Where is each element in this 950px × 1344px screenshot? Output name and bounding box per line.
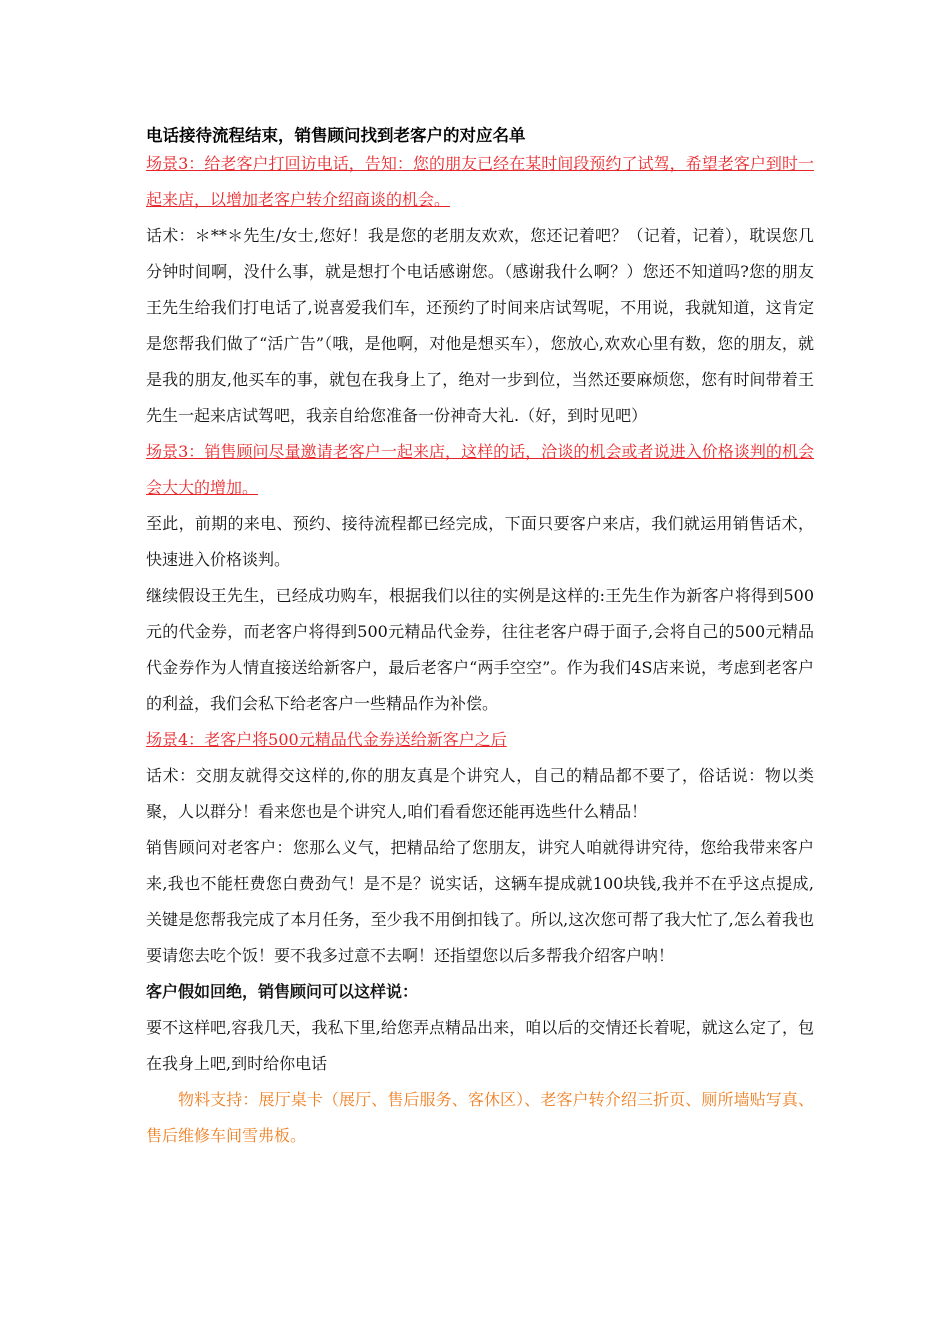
body-2-paragraph: 继续假设王先生，已经成功购车，根据我们以往的实例是这样的:王先生作为新客户将得到500元的代金券，而老客户将得到500元精品代金券，往往老客户碍于面子,会将自己的500元精品代金券作为人情直接送给新客户，最后老客户“两手空空”。作为我们4S店来说，考虑到老客户的利益，我们会私下给老客户一些精品作为补偿。: [146, 586, 814, 713]
script-4-paragraph: 要不这样吧,容我几天，我私下里,给您弄点精品出来，咱以后的交情还长着呢，就这么定了，包在我身上吧,到时给你电话: [146, 1018, 814, 1073]
document-body: [146, 122, 814, 1154]
body-1-paragraph: 至此，前期的来电、预约、接待流程都已经完成，下面只要客户来店，我们就运用销售话术，快速进入价格谈判。: [146, 514, 814, 569]
scene-3a-paragraph: 场景3：给老客户打回访电话，告知：您的朋友已经在某时间段预约了试驾，希望老客户到时一起来店，以增加老客户转介绍商谈的机会。: [146, 154, 814, 209]
script-2-paragraph: 话术：交朋友就得交这样的,你的朋友真是个讲究人，自己的精品都不要了，俗话说：物以类聚，人以群分！看来您也是个讲究人,咱们看看您还能再选些什么精品！: [146, 766, 814, 821]
materials-paragraph: 物料支持：展厅桌卡（展厅、售后服务、客休区）、老客户转介绍三折页、厕所墙贴写真、售后维修车间雪弗板。: [146, 1090, 814, 1145]
scene-4-paragraph: 场景4：老客户将500元精品代金券送给新客户之后: [146, 730, 507, 749]
script-1-paragraph: 话术：＊**＊先生/女士,您好！我是您的老朋友欢欢，您还记着吧？（记着，记着），耽误您几分钟时间啊，没什么事，就是想打个电话感谢您。（感谢我什么啊？）您还不知道吗?您的朋友王先生给我们打电话了,说喜爱我们车，还预约了时间来店试驾呢，不用说，我就知道，这肯定是您帮我们做了“活广告”（哦，是他啊，对他是想买车），您放心,欢欢心里有数，您的朋友，就是我的朋友,他买车的事，就包在我身上了，绝对一步到位，当然还要麻烦您，您有时间带着王先生一起来店试驾吧，我亲自给您准备一份神奇大礼.（好，到时见吧）: [146, 226, 814, 425]
script-3-paragraph: 销售顾问对老客户：您那么义气，把精品给了您朋友，讲究人咱就得讲究待，您给我带来客户来,我也不能枉费您白费劲气！是不是？说实话，这辆车提成就100块钱,我并不在乎这点提成,关键是您帮我完成了本月任务，至少我不用倒扣钱了。所以,这次您可帮了我大忙了,怎么着我也要请您去吃个饭！要不我多过意不去啊！还指望您以后多帮我介绍客户呐！: [146, 838, 814, 965]
refusal-heading: 客户假如回绝，销售顾问可以这样说：: [146, 982, 419, 1001]
scene-3b-paragraph: 场景3：销售顾问尽量邀请老客户一起来店，这样的话，洽谈的机会或者说进入价格谈判的机会会大大的增加。: [146, 442, 814, 497]
document-title: 电话接待流程结束，销售顾问找到老客户的对应名单: [146, 126, 526, 145]
